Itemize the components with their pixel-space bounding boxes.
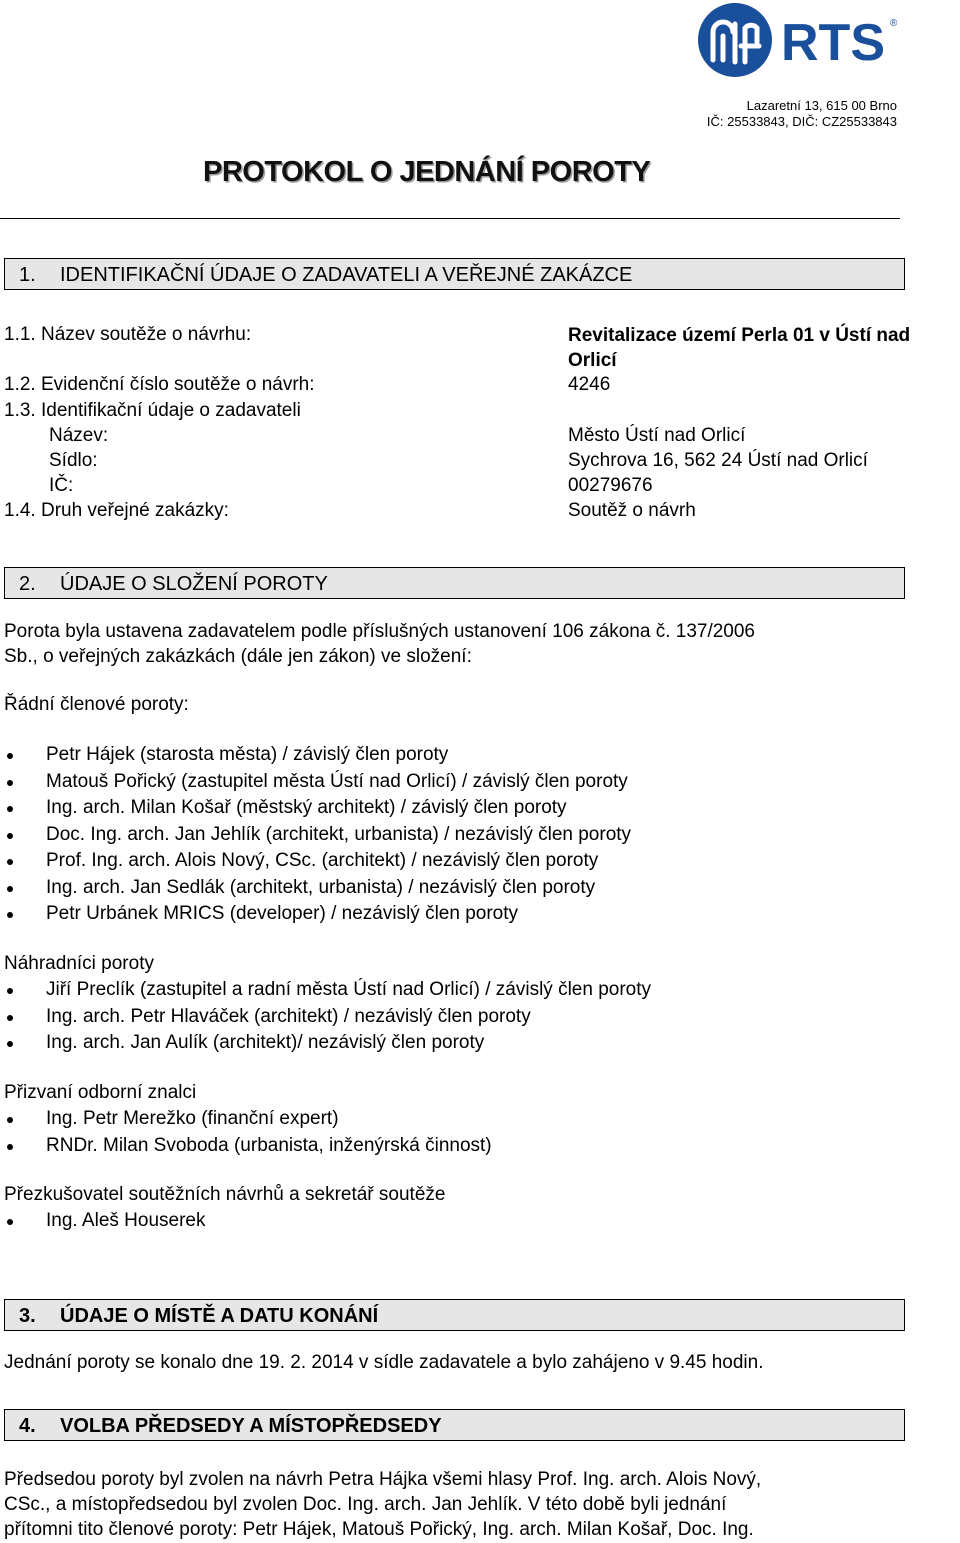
experts-list [0, 1106, 960, 1159]
section-2-number: 2. [19, 573, 36, 595]
list-item: Matouš Pořický (zastupitel města Ústí nad Orlicí) / závislý člen poroty [0, 769, 960, 796]
authority-ic-value: 00279676 [568, 475, 653, 496]
section-1-header [4, 258, 905, 290]
chair-election-text [4, 1467, 897, 1542]
jury-intro-line-2: Sb., o veřejných zakázkách (dále jen zákon) ve složení: [4, 646, 472, 667]
section-1-heading: IDENTIFIKAČNÍ ÚDAJE O ZADAVATELI A VEŘEJNÉ ZAKÁZCE [60, 264, 633, 286]
section-4-number: 4. [19, 1415, 36, 1437]
registration-number-label: 1.2. Evidenční číslo soutěže o návrh: [4, 374, 315, 395]
svg-text:®: ® [890, 18, 897, 29]
section-3-heading: ÚDAJE O MÍSTĚ A DATU KONÁNÍ [60, 1305, 379, 1327]
examiner-list [0, 1208, 960, 1235]
contest-name-line-1: Revitalizace území Perla 01 v Ústí nad [568, 325, 911, 346]
contracting-authority-label: 1.3. Identifikační údaje o zadavateli [4, 400, 301, 421]
substitutes-list [0, 977, 960, 1057]
chair-election-line-3: přítomni tito členové poroty: Petr Hájek, Matouš Pořický, Ing. arch. Milan Košař, Doc. Ing. [4, 1519, 754, 1540]
contest-name-line-2: Orlicí [568, 350, 617, 371]
jury-intro-line-1: Porota byla ustavena zadavatelem podle příslušných ustanovení 106 zákona č. 137/2006 [4, 621, 756, 642]
list-item: RNDr. Milan Svoboda (urbanista, inženýrská činnost) [0, 1133, 960, 1160]
list-item: Jiří Preclík (zastupitel a radní města Ústí nad Orlicí) / závislý člen poroty [0, 977, 960, 1004]
list-item: Ing. arch. Jan Sedlák (architekt, urbanista) / nezávislý člen poroty [0, 875, 960, 902]
authority-name-label: Název: [49, 425, 109, 446]
section-2-heading: ÚDAJE O SLOŽENÍ POROTY [60, 573, 328, 595]
address-line-1: Lazaretní 13, 615 00 Brno [746, 98, 897, 113]
regular-members-list [0, 742, 960, 928]
substitutes-heading: Náhradníci poroty [4, 953, 154, 974]
list-item: Ing. arch. Jan Aulík (architekt)/ nezávislý člen poroty [0, 1030, 960, 1057]
contest-name-value [568, 323, 960, 373]
section-4-heading: VOLBA PŘEDSEDY A MÍSTOPŘEDSEDY [60, 1415, 442, 1437]
logo-text: RTS [781, 14, 885, 72]
list-item: Ing. arch. Petr Hlaváček (architekt) / nezávislý člen poroty [0, 1004, 960, 1031]
contest-name-label: 1.1. Název soutěže o návrhu: [4, 324, 252, 345]
contract-type-value: Soutěž o návrh [568, 500, 696, 521]
page-title: PROTOKOL O JEDNÁNÍ POROTY [203, 156, 651, 188]
rts-logo-mark-icon [697, 2, 897, 84]
list-item: Doc. Ing. arch. Jan Jehlík (architekt, urbanista) / nezávislý člen poroty [0, 822, 960, 849]
experts-heading: Přizvaní odborní znalci [4, 1082, 197, 1103]
authority-seat-label: Sídlo: [49, 450, 98, 471]
address-line-2: IČ: 25533843, DIČ: CZ25533843 [706, 114, 897, 129]
registration-number-value: 4246 [568, 374, 611, 395]
rts-logo [697, 2, 897, 84]
regular-members-heading: Řádní členové poroty: [4, 694, 189, 715]
authority-ic-label: IČ: [49, 475, 74, 496]
list-item: Petr Hájek (starosta města) / závislý člen poroty [0, 742, 960, 769]
section-3-header [4, 1299, 905, 1331]
section-3-number: 3. [19, 1305, 36, 1327]
meeting-date-text: Jednání poroty se konalo dne 19. 2. 2014 v sídle zadavatele a bylo zahájeno v 9.45 hodin. [4, 1352, 764, 1373]
section-2-header [4, 567, 905, 599]
chair-election-line-1: Předsedou poroty byl zvolen na návrh Petra Hájka všemi hlasy Prof. Ing. arch. Alois Nový, [4, 1469, 762, 1490]
section-1-number: 1. [19, 264, 36, 286]
authority-name-value: Město Ústí nad Orlicí [568, 425, 746, 446]
examiner-heading: Přezkušovatel soutěžních návrhů a sekretář soutěže [4, 1184, 446, 1205]
jury-intro [4, 619, 897, 669]
list-item: Ing. arch. Milan Košař (městský architekt) / závislý člen poroty [0, 795, 960, 822]
list-item: Ing. Petr Merežko (finanční expert) [0, 1106, 960, 1133]
section-4-header [4, 1409, 905, 1441]
list-item: Petr Urbánek MRICS (developer) / nezávislý člen poroty [0, 901, 960, 928]
header-divider [0, 218, 900, 219]
authority-seat-value: Sychrova 16, 562 24 Ústí nad Orlicí [568, 450, 868, 471]
company-address [707, 98, 897, 130]
contract-type-label: 1.4. Druh veřejné zakázky: [4, 500, 229, 521]
list-item: Ing. Aleš Houserek [0, 1208, 960, 1235]
chair-election-line-2: CSc., a místopředsedou byl zvolen Doc. Ing. arch. Jan Jehlík. V této době byli jednání [4, 1494, 727, 1515]
list-item: Prof. Ing. arch. Alois Nový, CSc. (architekt) / nezávislý člen poroty [0, 848, 960, 875]
